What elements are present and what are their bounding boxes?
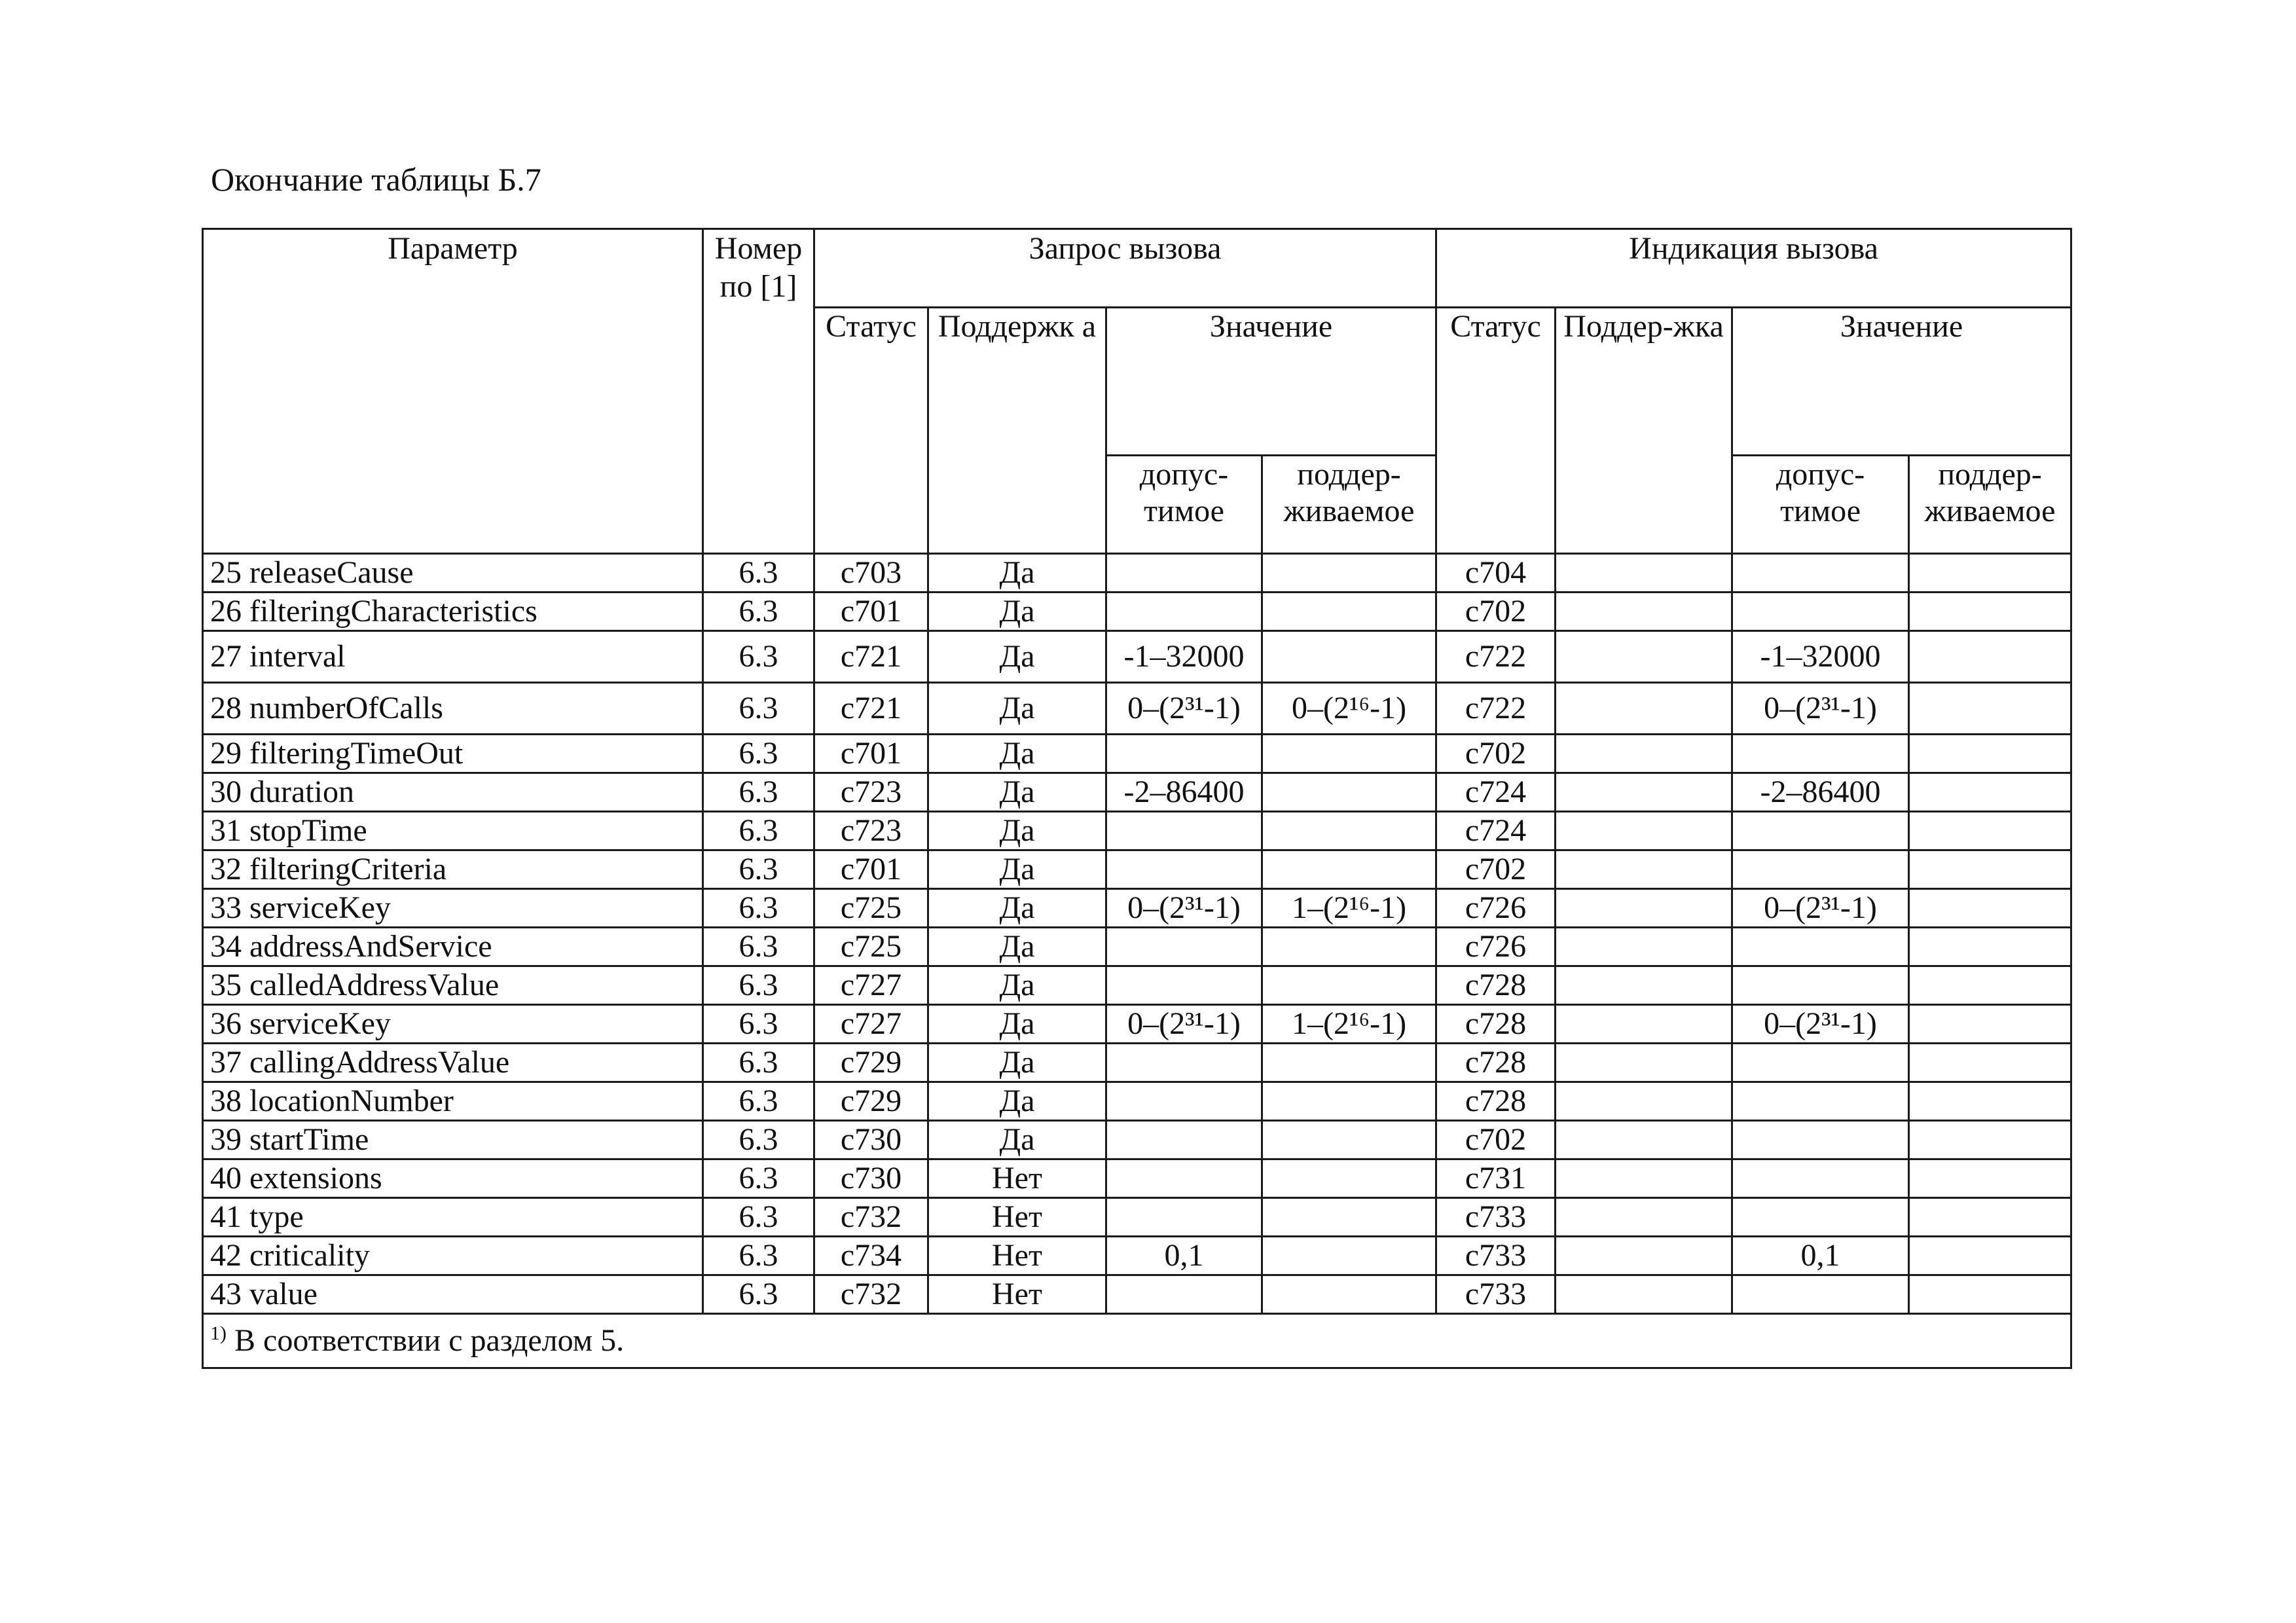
cell-req-status: c727 xyxy=(814,1005,928,1044)
cell-number: 6.3 xyxy=(703,1159,814,1198)
cell-req-supported xyxy=(1262,850,1436,889)
cell-ind-allowed: 0,1 xyxy=(1732,1237,1909,1275)
cell-ind-status: c722 xyxy=(1436,631,1556,683)
table-row xyxy=(203,773,2071,812)
cell-req-supported: 1–(2¹⁶-1) xyxy=(1262,889,1436,928)
header-param: Параметр xyxy=(203,229,703,554)
cell-req-supported xyxy=(1262,1082,1436,1121)
cell-ind-allowed xyxy=(1732,928,1909,966)
cell-req-support: Да xyxy=(928,812,1106,850)
cell-req-support: Да xyxy=(928,1044,1106,1082)
cell-ind-allowed xyxy=(1732,1121,1909,1159)
cell-ind-support xyxy=(1556,593,1732,631)
table-row xyxy=(203,966,2071,1005)
cell-ind-allowed xyxy=(1732,1275,1909,1314)
cell-req-status: c701 xyxy=(814,735,928,773)
cell-ind-allowed xyxy=(1732,850,1909,889)
cell-ind-allowed xyxy=(1732,735,1909,773)
cell-number: 6.3 xyxy=(703,812,814,850)
table-row xyxy=(203,554,2071,593)
cell-ind-allowed: 0–(2³¹-1) xyxy=(1732,1005,1909,1044)
cell-param: 35 calledAddressValue xyxy=(203,966,703,1005)
cell-ind-support xyxy=(1556,1005,1732,1044)
cell-req-supported: 0–(2¹⁶-1) xyxy=(1262,683,1436,735)
cell-number: 6.3 xyxy=(703,683,814,735)
cell-number: 6.3 xyxy=(703,631,814,683)
cell-req-status: c730 xyxy=(814,1121,928,1159)
table-row xyxy=(203,1159,2071,1198)
cell-param: 32 filteringCriteria xyxy=(203,850,703,889)
cell-ind-status: c726 xyxy=(1436,889,1556,928)
table-row xyxy=(203,593,2071,631)
cell-ind-supported xyxy=(1909,593,2071,631)
cell-ind-allowed xyxy=(1732,966,1909,1005)
cell-number: 6.3 xyxy=(703,1005,814,1044)
cell-param: 30 duration xyxy=(203,773,703,812)
cell-ind-supported xyxy=(1909,554,2071,593)
header-indication-group: Индикация вызова xyxy=(1436,229,2071,308)
table-row xyxy=(203,1082,2071,1121)
cell-req-status: c725 xyxy=(814,928,928,966)
cell-req-status: c701 xyxy=(814,593,928,631)
cell-req-status: c701 xyxy=(814,850,928,889)
cell-req-status: c730 xyxy=(814,1159,928,1198)
cell-number: 6.3 xyxy=(703,1121,814,1159)
cell-ind-support xyxy=(1556,735,1732,773)
cell-req-supported xyxy=(1262,593,1436,631)
header-number: Номер по [1] xyxy=(703,229,814,554)
cell-req-supported xyxy=(1262,631,1436,683)
cell-req-support: Да xyxy=(928,593,1106,631)
cell-req-supported: 1–(2¹⁶-1) xyxy=(1262,1005,1436,1044)
cell-param: 37 callingAddressValue xyxy=(203,1044,703,1082)
table-row xyxy=(203,683,2071,735)
cell-req-support: Да xyxy=(928,850,1106,889)
cell-req-supported xyxy=(1262,773,1436,812)
cell-req-supported xyxy=(1262,966,1436,1005)
cell-req-allowed: -2–86400 xyxy=(1106,773,1262,812)
cell-ind-supported xyxy=(1909,928,2071,966)
cell-req-support: Да xyxy=(928,683,1106,735)
cell-req-allowed xyxy=(1106,928,1262,966)
table-row xyxy=(203,812,2071,850)
table-row xyxy=(203,928,2071,966)
cell-ind-support xyxy=(1556,631,1732,683)
cell-ind-support xyxy=(1556,1082,1732,1121)
cell-req-status: c703 xyxy=(814,554,928,593)
cell-param: 31 stopTime xyxy=(203,812,703,850)
cell-param: 39 startTime xyxy=(203,1121,703,1159)
cell-ind-status: c728 xyxy=(1436,1044,1556,1082)
cell-ind-support xyxy=(1556,1198,1732,1237)
table-row xyxy=(203,889,2071,928)
cell-ind-support xyxy=(1556,928,1732,966)
header-ind-supported: поддер-живаемое xyxy=(1909,456,2071,554)
cell-req-support: Да xyxy=(928,735,1106,773)
cell-req-allowed: 0–(2³¹-1) xyxy=(1106,1005,1262,1044)
cell-req-supported xyxy=(1262,554,1436,593)
table-row xyxy=(203,1198,2071,1237)
cell-req-allowed xyxy=(1106,850,1262,889)
cell-req-supported xyxy=(1262,812,1436,850)
cell-ind-status: c731 xyxy=(1436,1159,1556,1198)
cell-number: 6.3 xyxy=(703,1044,814,1082)
cell-ind-supported xyxy=(1909,1237,2071,1275)
cell-ind-support xyxy=(1556,1159,1732,1198)
cell-param: 40 extensions xyxy=(203,1159,703,1198)
cell-ind-status: c724 xyxy=(1436,773,1556,812)
cell-param: 28 numberOfCalls xyxy=(203,683,703,735)
cell-ind-support xyxy=(1556,812,1732,850)
cell-req-supported xyxy=(1262,1044,1436,1082)
footnote-marker: 1) xyxy=(210,1322,227,1344)
cell-req-support: Да xyxy=(928,966,1106,1005)
cell-req-allowed xyxy=(1106,593,1262,631)
table-row xyxy=(203,735,2071,773)
cell-param: 25 releaseCause xyxy=(203,554,703,593)
cell-ind-status: c728 xyxy=(1436,966,1556,1005)
header-req-supported: поддер-живаемое xyxy=(1262,456,1436,554)
cell-ind-supported xyxy=(1909,1121,2071,1159)
cell-req-supported xyxy=(1262,735,1436,773)
cell-ind-support xyxy=(1556,1275,1732,1314)
cell-ind-allowed xyxy=(1732,1198,1909,1237)
header-req-status: Статус xyxy=(814,308,928,554)
cell-number: 6.3 xyxy=(703,773,814,812)
cell-param: 33 serviceKey xyxy=(203,889,703,928)
cell-ind-support xyxy=(1556,1121,1732,1159)
cell-ind-supported xyxy=(1909,631,2071,683)
table-row xyxy=(203,1237,2071,1275)
cell-req-support: Да xyxy=(928,773,1106,812)
cell-req-allowed: 0–(2³¹-1) xyxy=(1106,683,1262,735)
cell-req-status: c727 xyxy=(814,966,928,1005)
cell-param: 34 addressAndService xyxy=(203,928,703,966)
cell-req-allowed xyxy=(1106,735,1262,773)
cell-req-support: Да xyxy=(928,889,1106,928)
cell-ind-status: c733 xyxy=(1436,1275,1556,1314)
cell-ind-allowed: -2–86400 xyxy=(1732,773,1909,812)
cell-ind-support xyxy=(1556,773,1732,812)
table-row xyxy=(203,1121,2071,1159)
cell-number: 6.3 xyxy=(703,850,814,889)
cell-param: 42 criticality xyxy=(203,1237,703,1275)
cell-req-support: Нет xyxy=(928,1198,1106,1237)
cell-number: 6.3 xyxy=(703,554,814,593)
cell-ind-support xyxy=(1556,1237,1732,1275)
table-body xyxy=(203,554,2071,1314)
cell-req-supported xyxy=(1262,928,1436,966)
cell-req-status: c725 xyxy=(814,889,928,928)
cell-ind-support xyxy=(1556,1044,1732,1082)
header-req-allowed: допус-тимое xyxy=(1106,456,1262,554)
cell-ind-allowed: -1–32000 xyxy=(1732,631,1909,683)
cell-req-supported xyxy=(1262,1198,1436,1237)
table-caption: Окончание таблицы Б.7 xyxy=(211,161,541,198)
cell-ind-status: c702 xyxy=(1436,593,1556,631)
cell-ind-supported xyxy=(1909,1159,2071,1198)
table-row xyxy=(203,850,2071,889)
parameters-table xyxy=(202,228,2072,1369)
cell-ind-status: c702 xyxy=(1436,850,1556,889)
cell-req-support: Нет xyxy=(928,1275,1106,1314)
cell-number: 6.3 xyxy=(703,1198,814,1237)
cell-ind-status: c733 xyxy=(1436,1198,1556,1237)
cell-ind-status: c733 xyxy=(1436,1237,1556,1275)
cell-ind-supported xyxy=(1909,1005,2071,1044)
cell-number: 6.3 xyxy=(703,593,814,631)
cell-ind-supported xyxy=(1909,1275,2071,1314)
cell-req-supported xyxy=(1262,1275,1436,1314)
cell-param: 41 type xyxy=(203,1198,703,1237)
cell-ind-support xyxy=(1556,966,1732,1005)
header-req-support: Поддержк а xyxy=(928,308,1106,554)
cell-ind-status: c728 xyxy=(1436,1082,1556,1121)
cell-req-support: Нет xyxy=(928,1159,1106,1198)
cell-req-allowed: -1–32000 xyxy=(1106,631,1262,683)
cell-req-status: c732 xyxy=(814,1198,928,1237)
cell-req-allowed xyxy=(1106,1044,1262,1082)
cell-req-status: c721 xyxy=(814,683,928,735)
cell-req-allowed xyxy=(1106,966,1262,1005)
cell-req-status: c729 xyxy=(814,1082,928,1121)
cell-req-allowed xyxy=(1106,1159,1262,1198)
cell-req-allowed xyxy=(1106,812,1262,850)
cell-req-support: Нет xyxy=(928,1237,1106,1275)
cell-ind-supported xyxy=(1909,812,2071,850)
cell-ind-status: c702 xyxy=(1436,735,1556,773)
cell-req-support: Да xyxy=(928,928,1106,966)
header-ind-status: Статус xyxy=(1436,308,1556,554)
cell-ind-allowed xyxy=(1732,1082,1909,1121)
cell-req-support: Да xyxy=(928,1005,1106,1044)
cell-number: 6.3 xyxy=(703,1237,814,1275)
cell-req-supported xyxy=(1262,1159,1436,1198)
cell-param: 36 serviceKey xyxy=(203,1005,703,1044)
cell-ind-support xyxy=(1556,683,1732,735)
cell-param: 43 value xyxy=(203,1275,703,1314)
cell-number: 6.3 xyxy=(703,1275,814,1314)
cell-ind-status: c728 xyxy=(1436,1005,1556,1044)
cell-ind-support xyxy=(1556,850,1732,889)
cell-ind-supported xyxy=(1909,966,2071,1005)
table-footnote xyxy=(203,1314,2071,1368)
cell-number: 6.3 xyxy=(703,1082,814,1121)
cell-req-supported xyxy=(1262,1121,1436,1159)
cell-param: 38 locationNumber xyxy=(203,1082,703,1121)
cell-req-allowed xyxy=(1106,1121,1262,1159)
table-row xyxy=(203,1005,2071,1044)
cell-ind-supported xyxy=(1909,1198,2071,1237)
cell-ind-supported xyxy=(1909,773,2071,812)
cell-req-support: Да xyxy=(928,554,1106,593)
cell-number: 6.3 xyxy=(703,735,814,773)
cell-req-allowed xyxy=(1106,1275,1262,1314)
footnote-text: В соответствии с разделом 5. xyxy=(227,1323,625,1358)
table-row xyxy=(203,1275,2071,1314)
cell-req-status: c732 xyxy=(814,1275,928,1314)
cell-ind-supported xyxy=(1909,1082,2071,1121)
cell-req-allowed xyxy=(1106,1198,1262,1237)
cell-number: 6.3 xyxy=(703,928,814,966)
cell-ind-status: c724 xyxy=(1436,812,1556,850)
cell-ind-status: c704 xyxy=(1436,554,1556,593)
cell-req-supported xyxy=(1262,1237,1436,1275)
cell-ind-status: c726 xyxy=(1436,928,1556,966)
cell-ind-supported xyxy=(1909,735,2071,773)
cell-req-status: c734 xyxy=(814,1237,928,1275)
cell-ind-supported xyxy=(1909,1044,2071,1082)
cell-req-allowed xyxy=(1106,554,1262,593)
cell-ind-allowed xyxy=(1732,1044,1909,1082)
cell-req-status: c723 xyxy=(814,773,928,812)
cell-req-allowed: 0,1 xyxy=(1106,1237,1262,1275)
cell-ind-status: c702 xyxy=(1436,1121,1556,1159)
cell-param: 29 filteringTimeOut xyxy=(203,735,703,773)
cell-ind-allowed xyxy=(1732,554,1909,593)
header-ind-value: Значение xyxy=(1732,308,2071,456)
cell-param: 27 interval xyxy=(203,631,703,683)
cell-ind-allowed xyxy=(1732,812,1909,850)
cell-req-allowed xyxy=(1106,1082,1262,1121)
header-request-group: Запрос вызова xyxy=(814,229,1436,308)
cell-ind-allowed: 0–(2³¹-1) xyxy=(1732,889,1909,928)
cell-ind-status: c722 xyxy=(1436,683,1556,735)
table-row xyxy=(203,1044,2071,1082)
cell-ind-allowed xyxy=(1732,593,1909,631)
header-ind-allowed: допус-тимое xyxy=(1732,456,1909,554)
cell-req-support: Да xyxy=(928,631,1106,683)
cell-param: 26 filteringCharacteristics xyxy=(203,593,703,631)
header-ind-support: Поддер-жка xyxy=(1556,308,1732,554)
cell-ind-supported xyxy=(1909,850,2071,889)
cell-number: 6.3 xyxy=(703,889,814,928)
cell-ind-allowed: 0–(2³¹-1) xyxy=(1732,683,1909,735)
cell-ind-allowed xyxy=(1732,1159,1909,1198)
cell-req-support: Да xyxy=(928,1121,1106,1159)
header-req-value: Значение xyxy=(1106,308,1436,456)
cell-req-status: c721 xyxy=(814,631,928,683)
cell-req-status: c723 xyxy=(814,812,928,850)
cell-ind-support xyxy=(1556,554,1732,593)
cell-req-status: c729 xyxy=(814,1044,928,1082)
cell-ind-supported xyxy=(1909,683,2071,735)
cell-number: 6.3 xyxy=(703,966,814,1005)
cell-req-allowed: 0–(2³¹-1) xyxy=(1106,889,1262,928)
table-row xyxy=(203,631,2071,683)
cell-ind-supported xyxy=(1909,889,2071,928)
cell-req-support: Да xyxy=(928,1082,1106,1121)
cell-ind-support xyxy=(1556,889,1732,928)
